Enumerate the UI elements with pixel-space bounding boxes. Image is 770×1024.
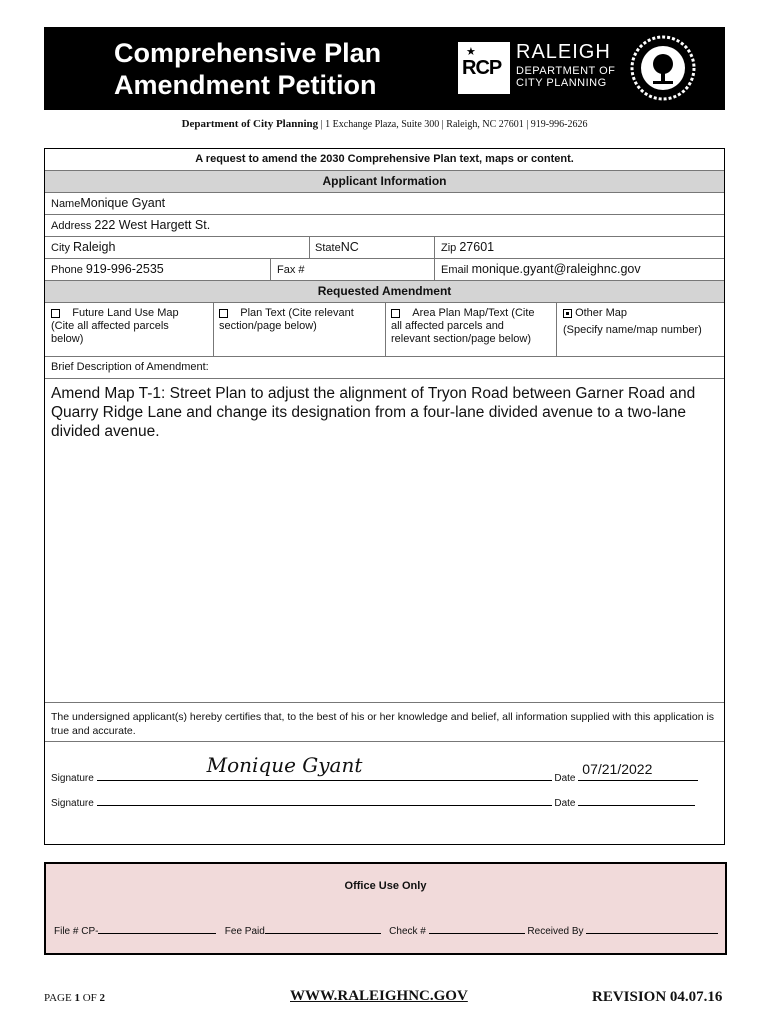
date-field[interactable]: 07/21/2022 [582,761,653,777]
check-number-field[interactable] [429,924,525,934]
office-use-fields: File # CP- Fee Paid Check # Received By [54,924,718,937]
brief-description-field[interactable]: Amend Map T-1: Street Plan to adjust the alignment of Tryon Road between Garner Road and Quarry Ridge Lane and change its designation from a four-lane divided avenue to a two-lane divided avenue. [51,385,696,440]
signature-row-2: Signature Date [51,794,695,809]
certification-text: The undersigned applicant(s) hereby certifies that, to the best of his or her knowledge and belief, all information supplied with this application is true and accurate. [51,711,715,737]
org-name: RALEIGH [516,41,611,63]
office-use-box [44,862,727,955]
checkbox-other-map[interactable] [563,309,572,318]
option-other-map[interactable]: Other Map (Specify name/map number) [563,307,702,336]
checkbox-area-plan[interactable] [391,309,400,318]
name-field[interactable]: Monique Gyant [80,196,166,210]
revision-label: REVISION 04.07.16 [592,989,723,1005]
star-icon: ★ [466,46,476,58]
file-number-field[interactable] [98,924,216,934]
option-future-land-use-map[interactable]: Future Land Use Map (Cite all affected parcels below) [51,307,179,345]
applicant-section-heading: Applicant Information [45,171,724,193]
amendment-options-row [45,303,724,357]
requested-amendment-heading: Requested Amendment [45,281,724,303]
rcp-logo: ★ RCP [458,42,510,94]
option-area-plan[interactable]: Area Plan Map/Text (Cite all affected parcels and relevant section/page below) [391,307,535,345]
city-state-zip-row: City Raleigh StateNC Zip 27601 [45,237,724,259]
signature-row-1: Signature Monique Gyant Date 07/21/2022 [51,769,698,784]
page-title: Comprehensive Plan Amendment Petition [114,38,382,100]
website-link[interactable]: WWW.RALEIGHNC.GOV [290,988,468,1004]
received-by-field[interactable] [586,924,718,934]
email-field[interactable]: monique.gyant@raleighnc.gov [471,262,641,276]
option-plan-text[interactable]: Plan Text (Cite relevant section/page below) [219,307,354,332]
address-field[interactable]: 222 West Hargett St. [94,218,211,232]
divider [45,741,724,742]
city-field[interactable]: Raleigh [73,240,116,254]
fee-paid-field[interactable] [265,924,381,934]
page-number: PAGE 1 OF 2 [44,992,106,1004]
city-seal-icon [628,33,698,103]
phone-field[interactable]: 919-996-2535 [85,262,164,276]
checkbox-future-land-use[interactable] [51,309,60,318]
address-row: Address 222 West Hargett St. [45,215,724,237]
page-header [44,27,725,110]
phone-fax-email-row: Phone 919-996-2535 Fax # Email monique.gyant@raleighnc.gov [45,259,724,281]
name-row: NameMonique Gyant [45,193,724,215]
zip-field[interactable]: 27601 [459,240,495,254]
brief-description-label-row: Brief Description of Amendment: [45,357,724,379]
petition-form [44,148,725,845]
org-subtitle: DEPARTMENT OF CITY PLANNING [516,65,616,89]
date-2-field[interactable] [578,794,695,806]
request-description: A request to amend the 2030 Comprehensive Plan text, maps or content. [45,149,724,171]
checkbox-plan-text[interactable] [219,309,228,318]
signature-field[interactable]: Monique Gyant [206,753,363,777]
signature-2-field[interactable] [97,794,552,806]
office-use-title: Office Use Only [344,880,427,892]
state-field[interactable]: NC [340,240,359,254]
divider [45,702,724,703]
department-contact-line: Department of City Planning | 1 Exchange Plaza, Suite 300 | Raleigh, NC 27601 | 919-996-2626 [181,118,588,130]
